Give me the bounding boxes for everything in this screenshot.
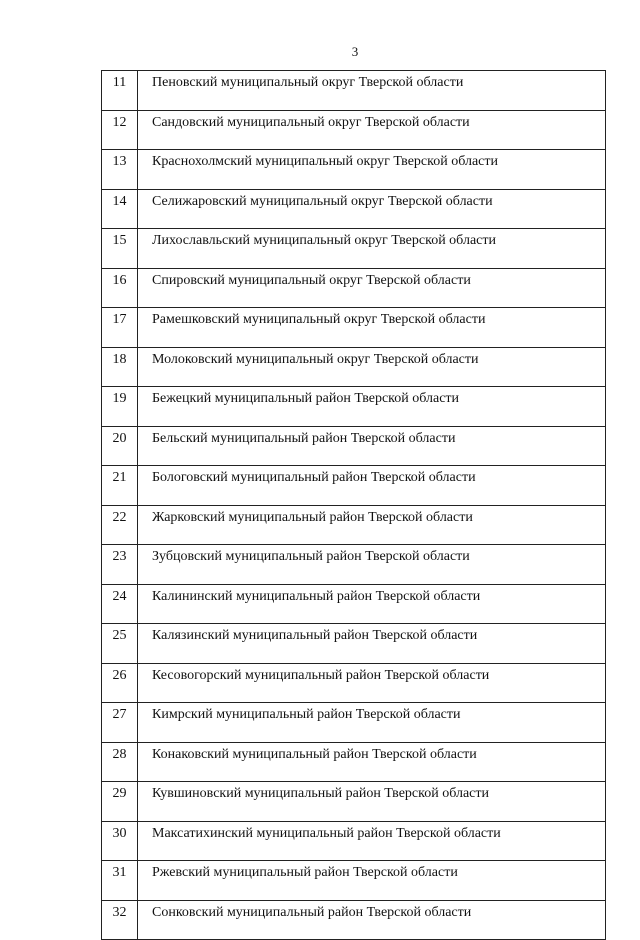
municipality-name: Сандовский муниципальный округ Тверской области: [138, 110, 606, 150]
table-row: [102, 229, 606, 269]
municipality-name: Бежецкий муниципальный район Тверской области: [138, 387, 606, 427]
table-row: [102, 703, 606, 743]
row-number: 13: [102, 150, 138, 190]
municipality-name: Рамешковский муниципальный округ Тверской области: [138, 308, 606, 348]
row-number: 30: [102, 821, 138, 861]
table-row: [102, 584, 606, 624]
municipality-name: Калининский муниципальный район Тверской области: [138, 584, 606, 624]
table-row: [102, 426, 606, 466]
municipality-name: Калязинский муниципальный район Тверской области: [138, 624, 606, 664]
table-row: [102, 861, 606, 901]
municipality-name: Краснохолмский муниципальный округ Тверской области: [138, 150, 606, 190]
row-number: 18: [102, 347, 138, 387]
table-row: [102, 268, 606, 308]
row-number: 17: [102, 308, 138, 348]
row-number: 25: [102, 624, 138, 664]
table-row: [102, 387, 606, 427]
table-row: [102, 347, 606, 387]
municipality-name: Спировский муниципальный округ Тверской области: [138, 268, 606, 308]
row-number: 22: [102, 505, 138, 545]
municipality-name: Ржевский муниципальный район Тверской области: [138, 861, 606, 901]
table-row: [102, 545, 606, 585]
table-row: [102, 308, 606, 348]
table-row: [102, 466, 606, 506]
municipality-name: Сонковский муниципальный район Тверской области: [138, 900, 606, 940]
table-row: [102, 624, 606, 664]
table-row: [102, 71, 606, 111]
row-number: 19: [102, 387, 138, 427]
municipality-name: Конаковский муниципальный район Тверской области: [138, 742, 606, 782]
table-row: [102, 663, 606, 703]
municipality-name: Кувшиновский муниципальный район Тверской области: [138, 782, 606, 822]
municipality-name: Селижаровский муниципальный округ Тверской области: [138, 189, 606, 229]
municipality-name: Максатихинский муниципальный район Тверской области: [138, 821, 606, 861]
municipality-name: Жарковский муниципальный район Тверской области: [138, 505, 606, 545]
row-number: 14: [102, 189, 138, 229]
table-body: [102, 71, 606, 940]
row-number: 24: [102, 584, 138, 624]
table-row: [102, 150, 606, 190]
row-number: 15: [102, 229, 138, 269]
row-number: 31: [102, 861, 138, 901]
table-row: [102, 782, 606, 822]
municipality-name: Бологовский муниципальный район Тверской области: [138, 466, 606, 506]
table-row: [102, 189, 606, 229]
table-row: [102, 110, 606, 150]
table-row: [102, 505, 606, 545]
municipality-name: Лихославльский муниципальный округ Тверской области: [138, 229, 606, 269]
row-number: 16: [102, 268, 138, 308]
municipality-name: Бельский муниципальный район Тверской области: [138, 426, 606, 466]
municipalities-table: [101, 70, 606, 940]
row-number: 11: [102, 71, 138, 111]
municipality-name: Зубцовский муниципальный район Тверской области: [138, 545, 606, 585]
row-number: 20: [102, 426, 138, 466]
row-number: 29: [102, 782, 138, 822]
table-row: [102, 742, 606, 782]
row-number: 23: [102, 545, 138, 585]
row-number: 28: [102, 742, 138, 782]
municipality-name: Кесовогорский муниципальный район Тверской области: [138, 663, 606, 703]
municipality-name: Молоковский муниципальный округ Тверской области: [138, 347, 606, 387]
municipality-name: Пеновский муниципальный округ Тверской области: [138, 71, 606, 111]
row-number: 32: [102, 900, 138, 940]
row-number: 21: [102, 466, 138, 506]
row-number: 27: [102, 703, 138, 743]
row-number: 12: [102, 110, 138, 150]
page-number: 3: [351, 44, 359, 59]
row-number: 26: [102, 663, 138, 703]
table-row: [102, 900, 606, 940]
municipality-name: Кимрский муниципальный район Тверской области: [138, 703, 606, 743]
table-row: [102, 821, 606, 861]
